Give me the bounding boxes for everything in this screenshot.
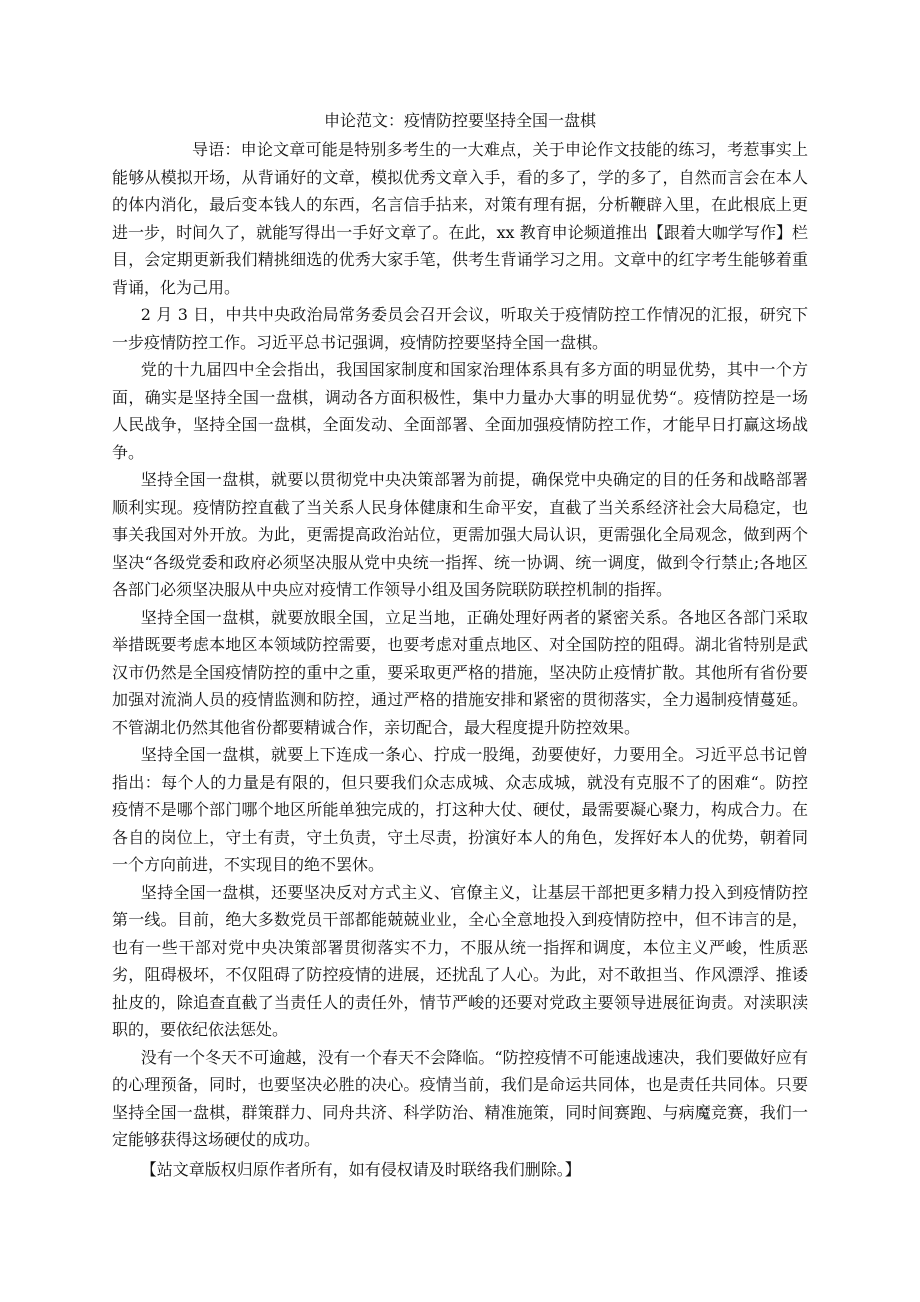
paragraph-formalism: 坚持全国一盘棋，还要坚决反对方式主义、官僚主义，让基层干部把更多精力投入到疫情防控第一线。目前，绝大多数党员干部都能兢兢业业，全心全意地投入到疫情防控中，但不讳言的是，也有一些干部对党中央决策部署贯彻落实不力，不服从统一指挥和调度，本位主义严峻，性质恶劣，阻碍极坏，不仅阻碍了防控疫情的进展，还扰乱了人心。为此，对不敢担当、作风漂浮、推诿扯皮的，除追查直截了当责任人的责任外，情节严峻的还要对党政主要领导进展征询责。对渎职渎职的，要依纪依法惩处。: [112, 882, 808, 1039]
copyright-notice: 【站文章版权归原作者所有，如有侵权请及时联络我们删除。】: [140, 1159, 581, 1179]
paragraph-institutional-advantage: 党的十九届四中全会指出，我国国家制度和国家治理体系具有多方面的明显优势，其中一个方面，确实是坚持全国一盘棋，调动各方面积极性，集中力量办大事的明显优势“。疫情防控是一场人民战争，坚持全国一盘棋，全面发动、全面部署、全面加强疫情防控工作，才能早日打赢这场战争。: [112, 360, 808, 462]
intro-paragraph: 导语：申论文章可能是特别多考生的一大难点，关于申论作文技能的练习，考惹事实上能够从模拟开场，从背诵好的文章，模拟优秀文章入手，看的多了，学的多了，自然而言会在本人的体内消化，最后变本钱人的东西，名言信手拈来，对策有理有据，分析鞭辟入里，在此根底上更进一步，时间久了，就能写得出一手好文章了。在此，xx 教育申论频道推出【跟着大咖学写作】栏目，会定期更新我们精挑细选的优秀大家手笔，供考生背诵学习之用。文章中的红字考生能够着重背诵，化为己用。: [112, 140, 808, 297]
document-title: 申论范文：疫情防控要坚持全国一盘棋: [323, 111, 596, 130]
paragraph-central-decisions: 坚持全国一盘棋，就要以贯彻党中央决策部署为前提，确保党中央确定的目的任务和战略部署顺利实现。疫情防控直截了当关系人民身体健康和生命平安，直截了当关系经济社会大局稳定，也事关我国对外开放。为此，更需提高政治站位，更需加强大局认识，更需强化全局观念，做到两个坚决“各级党委和政府必须坚决服从党中央统一指挥、统一协调、统一调度，做到令行禁止;各地区各部门必须坚决服从中央应对疫情工作领导小组及国务院联防联控机制的指挥。: [112, 470, 808, 599]
paragraph-national-local: 坚持全国一盘棋，就要放眼全国，立足当地，正确处理好两者的紧密关系。各地区各部门采取举措既要考虑本地区本领域防控需要，也要考虑对重点地区、对全国防控的阻碍。湖北省特别是武汉市仍然是全国疫情防控的重中之重，要采取更严格的措施，坚决防止疫情扩散。其他所有省份要加强对流淌人员的疫情监测和防控，通过严格的措施安排和紧密的贯彻落实，全力遏制疫情蔓延。不管湖北仍然其他省份都要精诚合作，亲切配合，最大程度提升防控效果。: [112, 607, 808, 737]
paragraph-unity: 坚持全国一盘棋，就要上下连成一条心、拧成一股绳，劲要使好，力要用全。习近平总书记曾指出：每个人的力量是有限的，但只要我们众志成城、众志成城，就没有克服不了的困难“。防控疫情不是哪个部门哪个地区所能单独完成的，打这种大仗、硬仗，最需要凝心聚力，构成合力。在各自的岗位上，守土有责，守土负责，守土尽责，扮演好本人的角色，发挥好本人的优势，朝着同一个方向前进，不实现目的绝不罢休。: [112, 745, 808, 874]
paragraph-meeting: 2 月 3 日，中共中央政治局常务委员会召开会议，听取关于疫情防控工作情况的汇报，研究下一步疫情防控工作。习近平总书记强调，疫情防控要坚持全国一盘棋。: [112, 305, 808, 352]
document-page: [112, 108, 808, 1183]
paragraph-conclusion: 没有一个冬天不可逾越，没有一个春天不会降临。“防控疫情不可能速战速决，我们要做好应有的心理预备，同时，也要坚决必胜的决心。疫情当前，我们是命运共同体，也是责任共同体。只要坚持全国一盘棋，群策群力、同舟共济、科学防治、精准施策，同时间赛跑、与病魔竞赛，我们一定能够获得这场硬仗的成功。: [112, 1047, 808, 1149]
